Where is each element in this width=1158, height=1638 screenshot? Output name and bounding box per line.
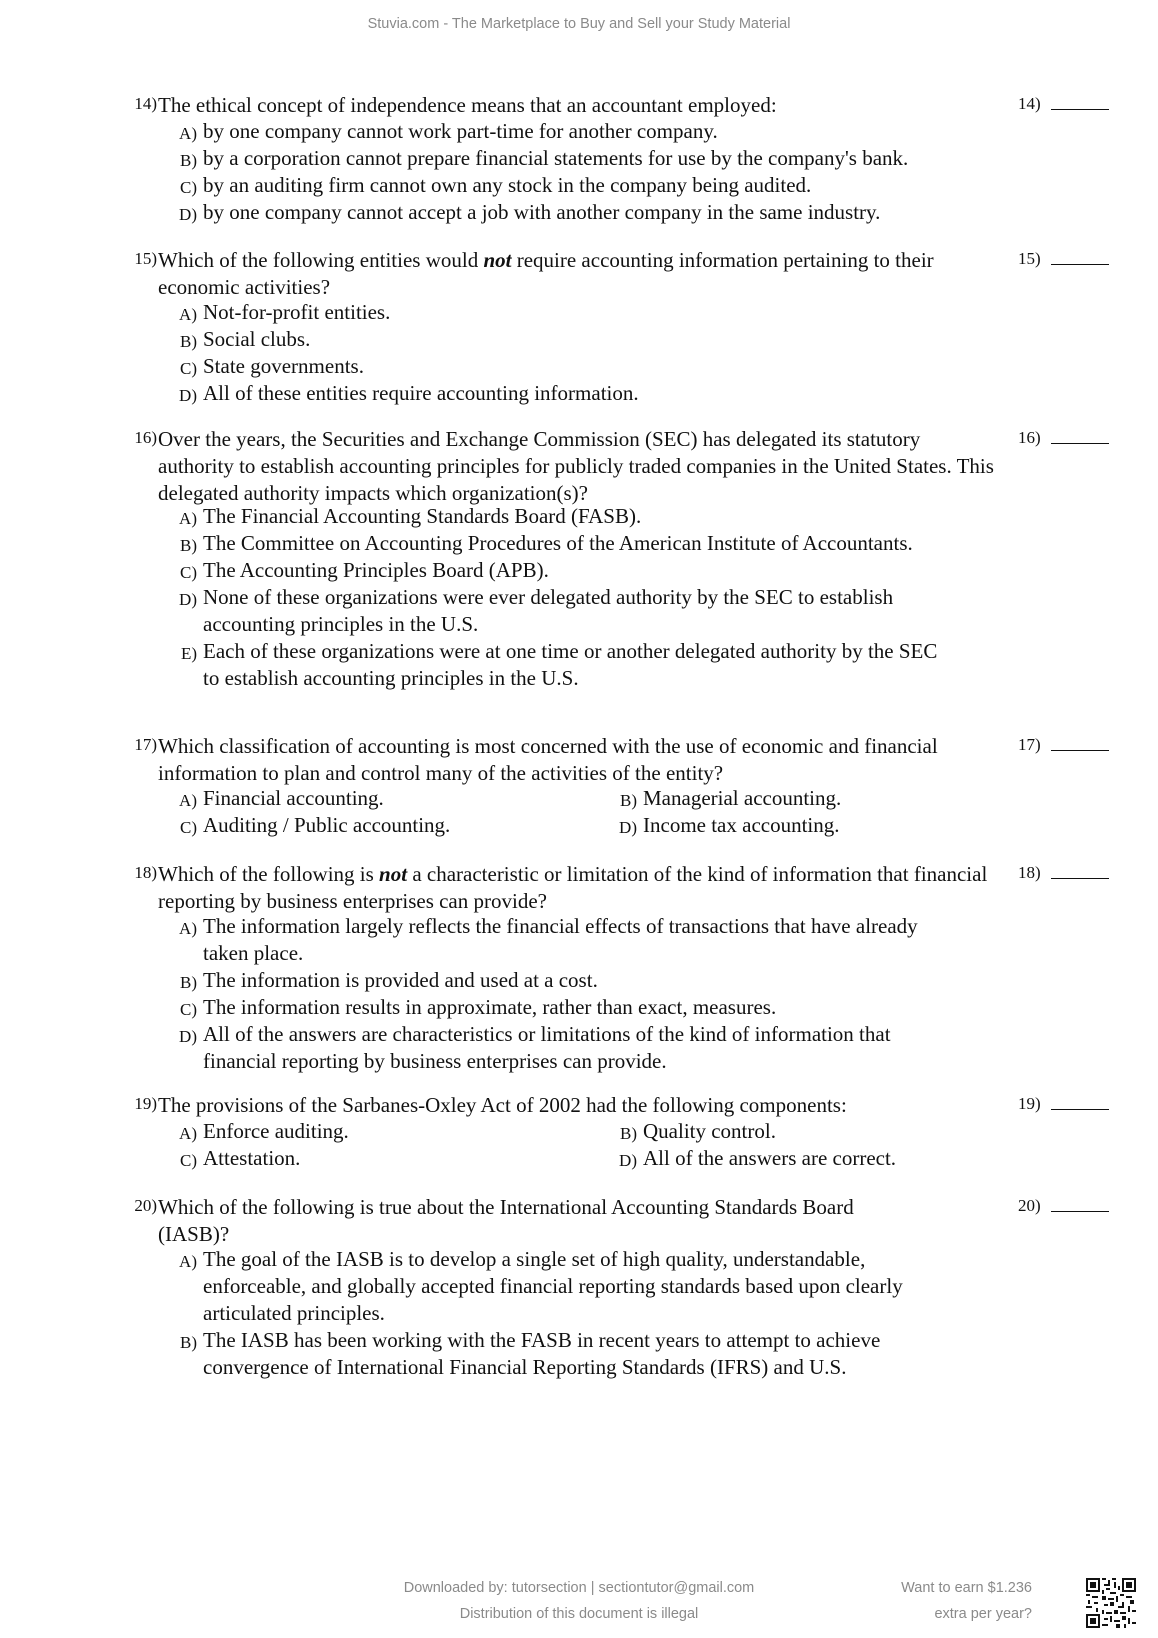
answer-label: 17) xyxy=(1018,735,1041,754)
answer-blank[interactable] xyxy=(1018,733,1109,757)
question-text-part: The provisions of the Sarbanes-Oxley Act of 2002 had the following components: xyxy=(158,1093,847,1117)
answer-blank[interactable] xyxy=(1018,1092,1109,1116)
question-text-emphasis: not xyxy=(483,248,512,272)
option-letter: B) xyxy=(180,1333,197,1352)
answer-blank[interactable] xyxy=(1018,247,1109,271)
answer-label: 20) xyxy=(1018,1196,1041,1215)
option-text: Managerial accounting. xyxy=(643,786,842,810)
answer-label: 14) xyxy=(1018,94,1041,113)
question-text xyxy=(158,92,1000,119)
option-letter: C) xyxy=(180,359,197,378)
option-b xyxy=(175,967,945,994)
footer-earn-line2: extra per year? xyxy=(934,1606,1032,1622)
option-letter: D) xyxy=(619,1151,637,1170)
option-text: Income tax accounting. xyxy=(643,813,840,837)
answer-line xyxy=(1051,733,1109,751)
option-text: by one company cannot work part-time for another company. xyxy=(203,119,718,143)
question-text-part: The ethical concept of independence means that an accountant employed: xyxy=(158,93,777,117)
answer-label: 19) xyxy=(1018,1094,1041,1113)
option-text: Quality control. xyxy=(643,1119,776,1143)
question-number: 18) xyxy=(134,863,157,882)
qr-code-icon[interactable] xyxy=(1086,1578,1136,1628)
answer-blank[interactable] xyxy=(1018,1194,1109,1218)
answer-line xyxy=(1051,426,1109,444)
question-text xyxy=(158,861,1008,915)
question-number: 20) xyxy=(134,1196,157,1215)
option-text: Auditing / Public accounting. xyxy=(203,813,451,837)
option-letter: C) xyxy=(180,818,197,837)
question-text xyxy=(158,1092,1000,1119)
option-letter: B) xyxy=(180,973,197,992)
option-a xyxy=(175,503,945,530)
answer-line xyxy=(1051,1092,1109,1110)
option-a xyxy=(175,118,1015,145)
option-text: All of the answers are correct. xyxy=(643,1146,897,1170)
option-letter: A) xyxy=(179,791,197,810)
option-d xyxy=(175,584,945,638)
option-text: The information results in approximate, rather than exact, measures. xyxy=(203,995,777,1019)
answer-label: 15) xyxy=(1018,249,1041,268)
option-text: Social clubs. xyxy=(203,327,311,351)
option-a xyxy=(175,1246,965,1327)
question-text-part: Which of the following is true about the International Accounting Standards Board (IASB)? xyxy=(158,1195,854,1246)
option-text: The Committee on Accounting Procedures of the American Institute of Accountants. xyxy=(203,531,913,555)
answer-line xyxy=(1051,92,1109,110)
option-b xyxy=(615,785,1015,812)
option-text: The information is provided and used at a cost. xyxy=(203,968,598,992)
option-text: by a corporation cannot prepare financial statements for use by the company's bank. xyxy=(203,146,909,170)
answer-label: 18) xyxy=(1018,863,1041,882)
option-d xyxy=(175,380,1015,407)
option-letter: D) xyxy=(619,818,637,837)
option-letter: A) xyxy=(179,1124,197,1143)
answer-line xyxy=(1051,1194,1109,1212)
option-text: Enforce auditing. xyxy=(203,1119,349,1143)
question-number: 15) xyxy=(134,249,157,268)
answer-label: 16) xyxy=(1018,428,1041,447)
option-letter: D) xyxy=(179,1027,197,1046)
answer-blank[interactable] xyxy=(1018,426,1109,450)
option-letter: E) xyxy=(180,644,197,663)
option-text: Attestation. xyxy=(203,1146,301,1170)
question-number: 14) xyxy=(134,94,157,113)
option-letter: D) xyxy=(179,386,197,405)
option-d xyxy=(615,1145,1015,1172)
option-letter: B) xyxy=(180,536,197,555)
options-list xyxy=(175,785,1015,839)
option-c xyxy=(175,557,945,584)
question-text xyxy=(158,1194,918,1248)
option-letter: A) xyxy=(179,124,197,143)
option-e xyxy=(175,638,945,692)
footer-earn-promo[interactable] xyxy=(901,1575,1032,1627)
option-a xyxy=(175,913,945,967)
option-text: All of these entities require accounting information. xyxy=(203,381,639,405)
option-text: None of these organizations were ever delegated authority by the SEC to establish accounting principles in the U.S. xyxy=(203,585,894,636)
options-list xyxy=(175,1118,1015,1172)
option-b xyxy=(175,530,945,557)
option-d xyxy=(175,199,1015,226)
answer-line xyxy=(1051,247,1109,265)
option-d xyxy=(615,812,1015,839)
option-letter: A) xyxy=(179,305,197,324)
answer-blank[interactable] xyxy=(1018,92,1109,116)
option-text: Not-for-profit entities. xyxy=(203,300,391,324)
option-letter: A) xyxy=(179,1252,197,1271)
option-a xyxy=(175,1118,615,1145)
option-text: The Accounting Principles Board (APB). xyxy=(203,558,549,582)
option-c xyxy=(175,172,1015,199)
options-list xyxy=(175,1246,965,1381)
option-text: by one company cannot accept a job with another company in the same industry. xyxy=(203,200,881,224)
question-text-part: Which of the following is xyxy=(158,862,380,886)
option-b xyxy=(175,145,1015,172)
option-letter: D) xyxy=(179,205,197,224)
question-text-part: Over the years, the Securities and Exchange Commission (SEC) has delegated its statutory authority to establish accounting principles for publicly traded companies in the United States. This delegated authority impacts which organization(s)? xyxy=(158,427,994,505)
footer-distribution-notice: Distribution of this document is illegal xyxy=(459,1606,699,1622)
option-letter: C) xyxy=(180,1000,197,1019)
option-letter: B) xyxy=(620,1124,637,1143)
option-b xyxy=(175,1327,965,1381)
option-letter: C) xyxy=(180,563,197,582)
option-c xyxy=(175,353,1015,380)
question-text-part: a characteristic or limitation of the kind of information that financial reporting by business enterprises can provide? xyxy=(158,862,988,913)
answer-blank[interactable] xyxy=(1018,861,1109,885)
option-letter: B) xyxy=(180,151,197,170)
question-text xyxy=(158,733,948,787)
option-d xyxy=(175,1021,945,1075)
question-number: 16) xyxy=(134,428,157,447)
option-c xyxy=(175,994,945,1021)
option-c xyxy=(175,1145,615,1172)
option-c xyxy=(175,812,615,839)
footer-downloaded-by: Downloaded by: tutorsection | sectiontutor@gmail.com xyxy=(403,1580,755,1596)
options-list xyxy=(175,299,1015,407)
question-text xyxy=(158,247,1000,301)
option-text: by an auditing firm cannot own any stock in the company being audited. xyxy=(203,173,812,197)
answer-line xyxy=(1051,861,1109,879)
question-number: 17) xyxy=(134,735,157,754)
question-text-part: require accounting information pertaining to their economic activities? xyxy=(158,248,934,299)
option-b xyxy=(615,1118,1015,1145)
site-header-text: Stuvia.com - The Marketplace to Buy and Sell your Study Material xyxy=(367,16,791,32)
option-letter: D) xyxy=(179,590,197,609)
question-text xyxy=(158,426,1000,507)
option-letter: A) xyxy=(179,509,197,528)
options-list xyxy=(175,913,945,1075)
question-text-emphasis: not xyxy=(379,862,408,886)
option-a xyxy=(175,299,1015,326)
option-text: The IASB has been working with the FASB in recent years to attempt to achieve convergence of International Financial Reporting Standards (IFRS) and U.S. xyxy=(203,1328,881,1379)
option-b xyxy=(175,326,1015,353)
options-list xyxy=(175,118,1015,226)
option-text: All of the answers are characteristics or limitations of the kind of information that financial reporting by business enterprises can provide. xyxy=(203,1022,891,1073)
option-text: The goal of the IASB is to develop a single set of high quality, understandable, enforceable, and globally accepted financial reporting standards based upon clearly articulated principles. xyxy=(203,1247,903,1325)
option-a xyxy=(175,785,615,812)
option-letter: B) xyxy=(620,791,637,810)
option-letter: A) xyxy=(179,919,197,938)
option-text: State governments. xyxy=(203,354,364,378)
option-letter: B) xyxy=(180,332,197,351)
option-text: Each of these organizations were at one time or another delegated authority by the SEC to establish accounting principles in the U.S. xyxy=(203,639,938,690)
question-number: 19) xyxy=(134,1094,157,1113)
options-list xyxy=(175,503,945,692)
option-letter: C) xyxy=(180,178,197,197)
option-letter: C) xyxy=(180,1151,197,1170)
question-text-part: Which of the following entities would xyxy=(158,248,484,272)
option-text: The information largely reflects the financial effects of transactions that have already taken place. xyxy=(203,914,918,965)
option-text: Financial accounting. xyxy=(203,786,384,810)
question-text-part: Which classification of accounting is most concerned with the use of economic and financial information to plan and control many of the activities of the entity? xyxy=(158,734,938,785)
option-text: The Financial Accounting Standards Board (FASB). xyxy=(203,504,642,528)
footer-earn-line1: Want to earn $1.236 xyxy=(901,1580,1032,1596)
